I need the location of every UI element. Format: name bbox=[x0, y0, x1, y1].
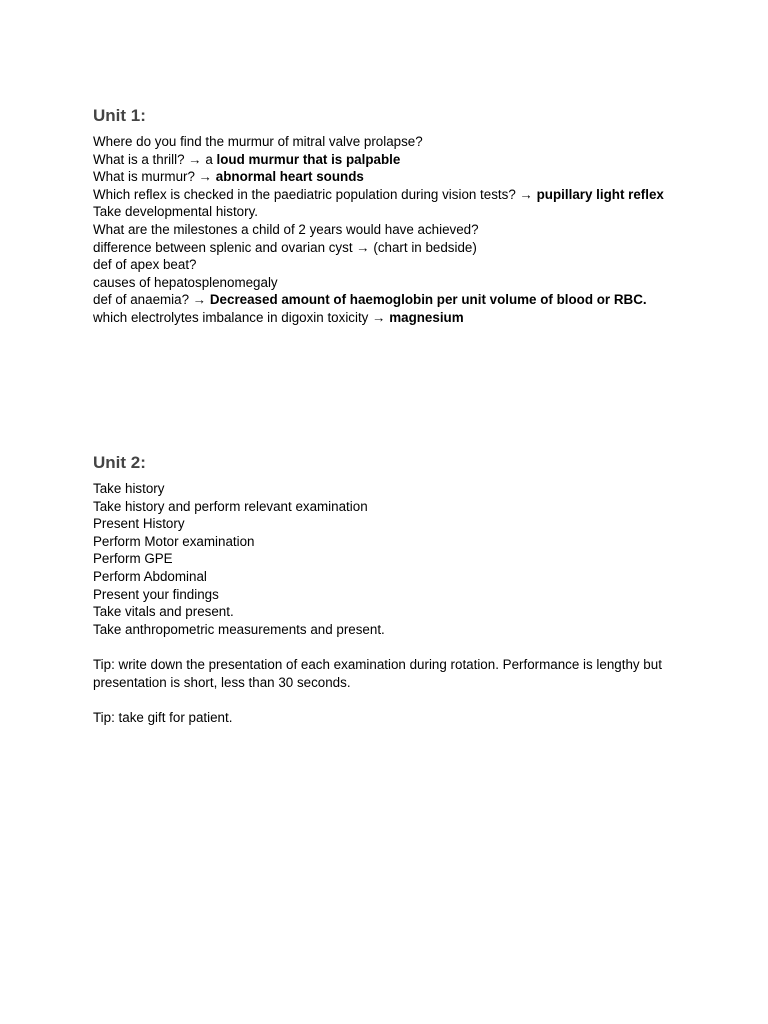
unit2-line: Present History bbox=[93, 516, 185, 532]
unit1-line: Which reflex is checked in the paediatric population during vision tests? → pupillary light reflex bbox=[93, 186, 664, 202]
paragraph-gap bbox=[93, 691, 683, 709]
unit1-line: Where do you find the murmur of mitral valve prolapse? bbox=[93, 134, 423, 149]
unit1-line: which electrolytes imbalance in digoxin toxicity → magnesium bbox=[93, 309, 464, 325]
unit1-line: Take developmental history. bbox=[93, 204, 258, 220]
unit1-line: What is a thrill? → a loud murmur that is palpable bbox=[93, 151, 401, 167]
unit2-line: Perform Abdominal bbox=[93, 568, 207, 584]
unit2-line: Perform Motor examination bbox=[93, 533, 255, 549]
unit1-line: def of anaemia? → Decreased amount of haemoglobin per unit volume of blood or RBC. bbox=[93, 292, 647, 308]
document-page bbox=[93, 106, 683, 725]
unit1-line: What is murmur? → abnormal heart sounds bbox=[93, 169, 364, 185]
unit2-heading: Unit 2: bbox=[93, 453, 146, 472]
unit1-line: causes of hepatosplenomegaly bbox=[93, 274, 278, 290]
unit1-line: difference between splenic and ovarian cyst → (chart in bedside) bbox=[93, 239, 477, 255]
unit2-line: Take vitals and present. bbox=[93, 604, 234, 620]
unit2-line: Take history bbox=[93, 481, 165, 496]
tip-gift: Tip: take gift for patient. bbox=[93, 709, 233, 725]
unit2-line: Take anthropometric measurements and present. bbox=[93, 621, 385, 637]
unit2-line: Perform GPE bbox=[93, 551, 173, 567]
unit2-line: Present your findings bbox=[93, 586, 219, 602]
unit2-section bbox=[93, 453, 683, 726]
unit1-line: What are the milestones a child of 2 years would have achieved? bbox=[93, 221, 479, 237]
unit1-line: def of apex beat? bbox=[93, 257, 197, 273]
unit2-line: Take history and perform relevant examination bbox=[93, 498, 368, 514]
tip-presentation: Tip: write down the presentation of each examination during rotation. Performance is lengthy but presentation is short, less than 30 seconds. bbox=[93, 656, 662, 690]
unit2-task-list bbox=[93, 480, 683, 726]
unit1-section bbox=[93, 106, 683, 327]
unit1-heading: Unit 1: bbox=[93, 106, 146, 125]
unit1-question-list bbox=[93, 133, 683, 327]
paragraph-gap bbox=[93, 638, 683, 656]
